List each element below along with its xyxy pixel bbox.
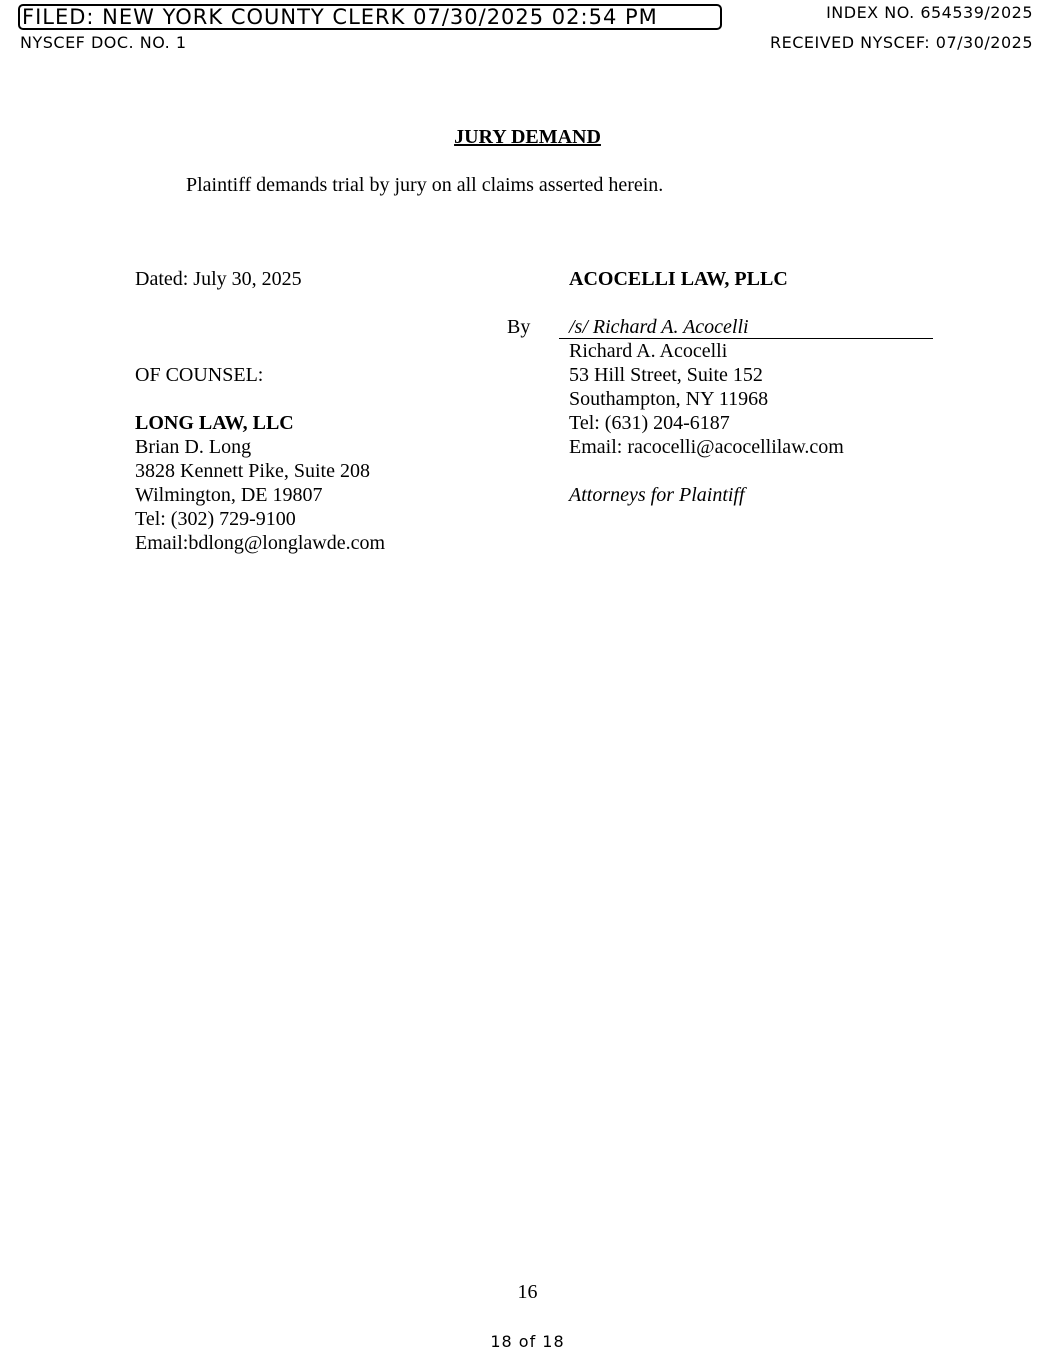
jury-demand-heading: JURY DEMAND	[454, 126, 601, 148]
page-count: 18 of 18	[490, 1332, 565, 1351]
of-counsel-label: OF COUNSEL:	[135, 364, 264, 386]
nyscef-doc-number: NYSCEF DOC. NO. 1	[20, 33, 187, 52]
telephone: Tel: (631) 204-6187	[569, 412, 730, 434]
of-counsel-address-line2: Wilmington, DE 19807	[135, 484, 323, 506]
jury-demand-text: Plaintiff demands trial by jury on all claims asserted herein.	[186, 174, 664, 196]
address-line2: Southampton, NY 11968	[569, 388, 769, 410]
email: Email: racocelli@acocellilaw.com	[569, 436, 844, 458]
index-number: INDEX NO. 654539/2025	[826, 3, 1033, 22]
dated-line: Dated: July 30, 2025	[135, 268, 302, 290]
of-counsel-tel: Tel: (302) 729-9100	[135, 508, 296, 530]
of-counsel-email: Email:bdlong@longlawde.com	[135, 532, 386, 554]
by-label: By	[507, 316, 531, 338]
firm-name: ACOCELLI LAW, PLLC	[569, 268, 788, 290]
attorney-name: Richard A. Acocelli	[569, 340, 728, 362]
page-number: 16	[517, 1281, 538, 1303]
received-nyscef: RECEIVED NYSCEF: 07/30/2025	[769, 33, 1033, 52]
right-column	[569, 267, 844, 507]
filed-banner: FILED: NEW YORK COUNTY CLERK 07/30/2025 02:54 PM	[18, 4, 722, 30]
attorney-role: Attorneys for Plaintiff	[569, 484, 745, 506]
left-column	[135, 267, 385, 555]
signature: /s/ Richard A. Acocelli	[569, 316, 749, 338]
address-line1: 53 Hill Street, Suite 152	[569, 364, 763, 386]
of-counsel-address-line1: 3828 Kennett Pike, Suite 208	[135, 460, 370, 482]
of-counsel-firm: LONG LAW, LLC	[135, 412, 294, 434]
of-counsel-attorney: Brian D. Long	[135, 436, 252, 458]
